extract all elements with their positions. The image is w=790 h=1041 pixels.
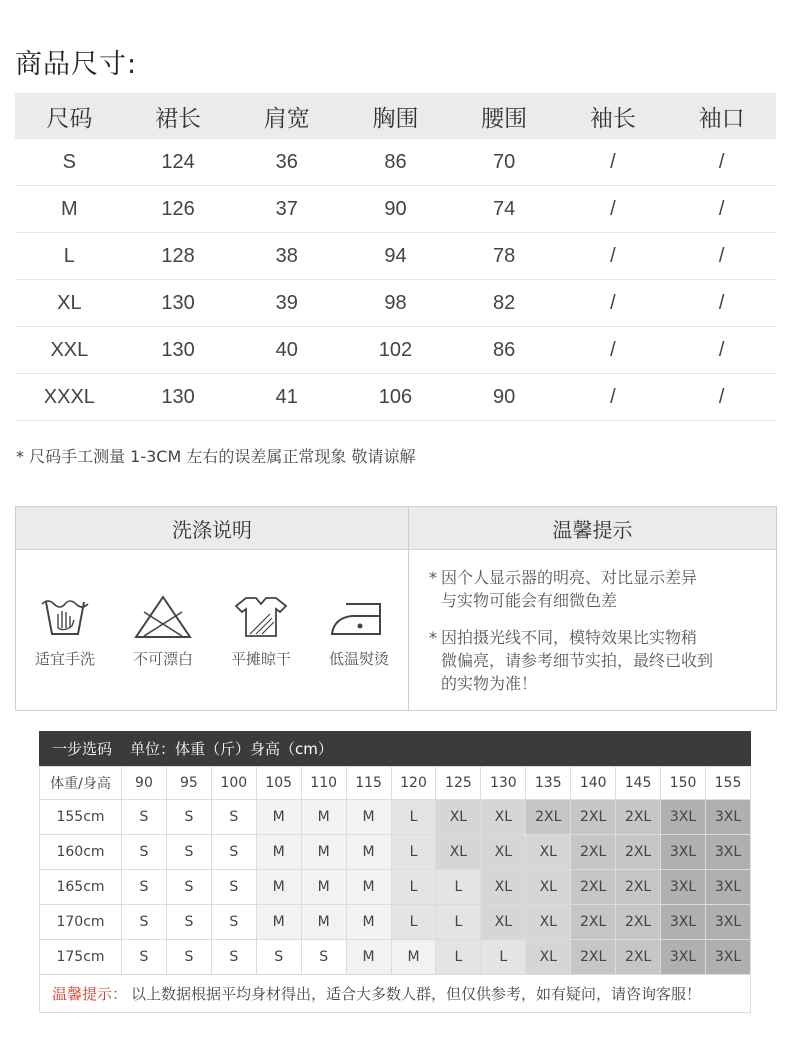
size-table-header: 袖长: [559, 93, 668, 139]
fit-size-cell: S: [211, 835, 256, 870]
fit-size-cell: 2XL: [571, 870, 616, 905]
fit-size-cell: XL: [481, 905, 526, 940]
wash-item-low-iron: [314, 594, 404, 669]
fit-size-cell: M: [391, 940, 436, 975]
tip-star: *: [429, 628, 437, 647]
table-cell: 38: [232, 233, 341, 280]
fit-size-cell: 2XL: [616, 835, 661, 870]
wash-title: 洗涤说明: [16, 507, 408, 550]
table-row: [15, 327, 776, 374]
fit-size-cell: S: [166, 905, 211, 940]
fit-chart-footer: [39, 975, 751, 1013]
table-cell: /: [559, 327, 668, 374]
table-cell: 128: [124, 233, 233, 280]
fit-size-cell: 3XL: [661, 835, 706, 870]
fit-size-cell: 2XL: [571, 835, 616, 870]
fit-size-cell: S: [211, 905, 256, 940]
fit-size-cell: 3XL: [705, 800, 750, 835]
fit-size-cell: S: [211, 940, 256, 975]
fit-size-cell: S: [166, 800, 211, 835]
fit-size-cell: S: [166, 870, 211, 905]
fit-size-cell: S: [122, 940, 167, 975]
table-cell: 82: [450, 280, 559, 327]
fit-size-cell: M: [301, 905, 346, 940]
table-cell: 41: [232, 374, 341, 421]
fit-size-cell: 2XL: [571, 940, 616, 975]
fit-size-cell: L: [481, 940, 526, 975]
tip-text: 因个人显示器的明亮、对比显示差异 与实物可能会有细微色差: [441, 568, 698, 610]
table-cell: XL: [15, 280, 124, 327]
fit-size-cell: 2XL: [526, 800, 571, 835]
table-cell: 130: [124, 327, 233, 374]
table-cell: /: [667, 280, 776, 327]
fit-weight-header: 115: [346, 767, 391, 800]
fit-size-cell: 2XL: [571, 800, 616, 835]
table-cell: 90: [450, 374, 559, 421]
table-cell: 126: [124, 186, 233, 233]
tip-text: 因拍摄光线不同，模特效果比实物稍 微偏亮，请参考细节实拍，最终已收到 的实物为准！: [441, 628, 714, 693]
wash-label: 低温熨烫: [328, 650, 389, 668]
hand-wash-icon: [34, 594, 96, 640]
size-recommendation-chart: [39, 731, 751, 1013]
fit-size-cell: 2XL: [616, 800, 661, 835]
fit-size-cell: 3XL: [661, 905, 706, 940]
fit-size-cell: 3XL: [661, 800, 706, 835]
fit-row: [40, 940, 751, 975]
tip-star: *: [429, 568, 437, 587]
fit-size-cell: XL: [436, 835, 481, 870]
fit-header-row: [40, 767, 751, 800]
fit-size-cell: M: [301, 835, 346, 870]
size-table-header-row: [15, 93, 776, 139]
tip-item: [429, 626, 756, 695]
table-cell: 94: [341, 233, 450, 280]
fit-size-cell: 2XL: [616, 940, 661, 975]
fit-size-cell: XL: [526, 940, 571, 975]
table-cell: /: [667, 186, 776, 233]
table-row: [15, 374, 776, 421]
fit-size-cell: XL: [436, 800, 481, 835]
wash-item-dry-flat: [216, 594, 306, 669]
fit-weight-header: 120: [391, 767, 436, 800]
fit-chart-header: [39, 731, 751, 766]
fit-height-label: 165cm: [40, 870, 122, 905]
fit-weight-header: 140: [571, 767, 616, 800]
table-cell: 39: [232, 280, 341, 327]
table-cell: 40: [232, 327, 341, 374]
fit-size-cell: M: [346, 800, 391, 835]
footer-text: 以上数据根据平均身材得出，适合大多数人群，但仅供参考，如有疑问，请咨询客服！: [131, 985, 702, 1003]
footer-hint: 温馨提示：: [52, 985, 128, 1003]
dry-flat-icon: [230, 594, 292, 640]
wash-label: 适宜手洗: [34, 650, 95, 668]
table-cell: /: [667, 233, 776, 280]
table-cell: /: [559, 186, 668, 233]
size-table: [15, 93, 776, 421]
fit-weight-header: 155: [705, 767, 750, 800]
table-cell: /: [667, 139, 776, 186]
table-cell: 106: [341, 374, 450, 421]
table-cell: /: [667, 374, 776, 421]
fit-size-cell: L: [436, 940, 481, 975]
fit-size-cell: S: [301, 940, 346, 975]
size-table-header: 肩宽: [232, 93, 341, 139]
table-cell: /: [559, 374, 668, 421]
table-cell: 130: [124, 280, 233, 327]
table-cell: /: [559, 139, 668, 186]
table-cell: 86: [341, 139, 450, 186]
tips-title: 温馨提示: [409, 507, 776, 550]
table-cell: /: [559, 233, 668, 280]
size-table-header: 袖口: [667, 93, 776, 139]
wash-item-hand-wash: [20, 594, 110, 669]
fit-size-cell: M: [256, 835, 301, 870]
table-cell: 124: [124, 139, 233, 186]
fit-weight-header: 110: [301, 767, 346, 800]
table-cell: XXXL: [15, 374, 124, 421]
fit-size-cell: XL: [481, 800, 526, 835]
fit-weight-header: 90: [122, 767, 167, 800]
table-cell: S: [15, 139, 124, 186]
fit-size-cell: 2XL: [571, 905, 616, 940]
fit-size-cell: S: [211, 800, 256, 835]
fit-height-label: 155cm: [40, 800, 122, 835]
size-table-header: 尺码: [15, 93, 124, 139]
fit-size-cell: M: [301, 870, 346, 905]
fit-size-cell: 2XL: [616, 870, 661, 905]
table-cell: 98: [341, 280, 450, 327]
fit-size-cell: L: [391, 870, 436, 905]
fit-size-cell: S: [122, 835, 167, 870]
fit-size-cell: S: [211, 870, 256, 905]
fit-size-cell: 3XL: [661, 940, 706, 975]
table-cell: 102: [341, 327, 450, 374]
low-iron-icon: [328, 594, 390, 640]
size-table-header: 胸围: [341, 93, 450, 139]
fit-size-cell: XL: [481, 835, 526, 870]
fit-size-cell: S: [256, 940, 301, 975]
fit-weight-header: 135: [526, 767, 571, 800]
wash-instructions: [16, 507, 409, 710]
measurement-note: * 尺码手工测量 1-3CM 左右的误差属正常现象 敬请谅解: [16, 447, 416, 466]
table-cell: 86: [450, 327, 559, 374]
fit-size-cell: M: [301, 800, 346, 835]
fit-height-label: 175cm: [40, 940, 122, 975]
table-cell: 70: [450, 139, 559, 186]
fit-size-cell: M: [256, 905, 301, 940]
care-panel: [15, 506, 777, 711]
fit-chart-unit: 单位：体重（斤）身高（cm）: [130, 740, 333, 758]
page-title: 商品尺寸:: [15, 49, 138, 80]
table-cell: /: [559, 280, 668, 327]
fit-row: [40, 800, 751, 835]
table-cell: 90: [341, 186, 450, 233]
fit-size-cell: S: [122, 800, 167, 835]
size-table-header: 腰围: [450, 93, 559, 139]
fit-size-cell: M: [346, 940, 391, 975]
fit-size-cell: S: [122, 905, 167, 940]
fit-size-cell: M: [346, 870, 391, 905]
fit-row: [40, 835, 751, 870]
fit-size-cell: 3XL: [705, 870, 750, 905]
fit-size-cell: L: [391, 905, 436, 940]
table-cell: 74: [450, 186, 559, 233]
no-bleach-icon: [132, 594, 194, 640]
table-cell: 37: [232, 186, 341, 233]
fit-size-cell: XL: [526, 870, 571, 905]
size-table-header: 裙长: [124, 93, 233, 139]
fit-size-cell: 2XL: [616, 905, 661, 940]
fit-size-cell: XL: [526, 905, 571, 940]
table-cell: /: [667, 327, 776, 374]
fit-size-cell: XL: [481, 870, 526, 905]
table-cell: 78: [450, 233, 559, 280]
fit-size-cell: L: [391, 800, 436, 835]
fit-size-cell: M: [256, 870, 301, 905]
fit-size-cell: M: [346, 835, 391, 870]
fit-size-cell: M: [346, 905, 391, 940]
table-row: [15, 139, 776, 186]
table-row: [15, 280, 776, 327]
table-row: [15, 233, 776, 280]
tip-item: [429, 566, 756, 612]
fit-size-cell: S: [122, 870, 167, 905]
fit-size-cell: S: [166, 835, 211, 870]
fit-height-label: 170cm: [40, 905, 122, 940]
fit-row: [40, 905, 751, 940]
fit-size-cell: L: [436, 870, 481, 905]
fit-size-cell: L: [436, 905, 481, 940]
table-row: [15, 186, 776, 233]
table-cell: M: [15, 186, 124, 233]
table-cell: 130: [124, 374, 233, 421]
fit-corner-label: 体重/身高: [40, 767, 122, 800]
fit-weight-header: 145: [616, 767, 661, 800]
table-cell: L: [15, 233, 124, 280]
fit-weight-header: 125: [436, 767, 481, 800]
fit-size-cell: M: [256, 800, 301, 835]
wash-item-no-bleach: [118, 594, 208, 669]
fit-weight-header: 95: [166, 767, 211, 800]
fit-table: [39, 766, 751, 975]
fit-chart-title: 一步选码: [52, 740, 113, 758]
fit-size-cell: 3XL: [705, 940, 750, 975]
fit-weight-header: 150: [661, 767, 706, 800]
fit-row: [40, 870, 751, 905]
fit-size-cell: L: [391, 835, 436, 870]
fit-size-cell: XL: [526, 835, 571, 870]
fit-size-cell: 3XL: [705, 835, 750, 870]
fit-height-label: 160cm: [40, 835, 122, 870]
wash-label: 不可漂白: [132, 650, 193, 668]
fit-size-cell: 3XL: [705, 905, 750, 940]
wash-label: 平摊晾干: [230, 650, 291, 668]
fit-size-cell: 3XL: [661, 870, 706, 905]
tips-panel: [409, 507, 776, 710]
table-cell: 36: [232, 139, 341, 186]
fit-weight-header: 100: [211, 767, 256, 800]
fit-weight-header: 130: [481, 767, 526, 800]
fit-size-cell: S: [166, 940, 211, 975]
size-table-body: [15, 139, 776, 421]
fit-weight-header: 105: [256, 767, 301, 800]
table-cell: XXL: [15, 327, 124, 374]
